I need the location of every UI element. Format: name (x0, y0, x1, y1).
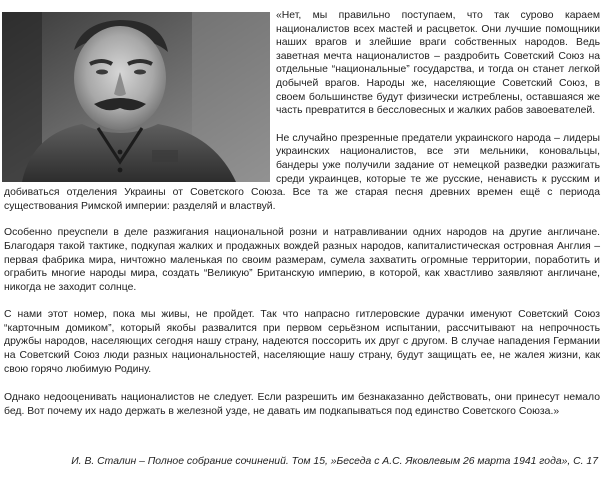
quote-paragraph-2: Не случайно презренные предатели украинского народа – лидеры украинских националистов, все эти мельники, коновальцы, бандеры уже получили задание от немецкой разведки разжигать среди украинцев, которые те же русские, ненависть к русским и добиваться отделения Украины от Советского Союза. Все та же старая песня древних времен ещё с периода существования Римской империи: разделяй и властвуй. (4, 132, 600, 212)
quote-paragraph-1: «Нет, мы правильно поступаем, что так сурово караем националистов всех мастей и расцветок. Они лучшие помощники наших врагов и злейшие враги собственных народов. Ведь заветная мечта националистов – раздробить Советский Союз на отдельные “национальные” государства, и тогда он станет легкой добычей врагов. Народы же, населяющие Советский Союз, в своем большинстве будут физически истреблены, оставшаяся же часть превратится в бессловесных и жалких рабов завоевателей. (276, 10, 600, 117)
quote-paragraph-5: Однако недооценивать националистов не следует. Если разрешить им безнаказанно действовать, они принесут немало бед. Вот почему их надо держать в железной узде, не давать им подкапываться под единство Советского Союза.» (4, 392, 600, 417)
quote-paragraph-4: С нами этот номер, пока мы живы, не пройдет. Так что напрасно гитлеровские дурачки именуют Советский Союз “карточным домиком”, который якобы развалится при первом серьёзном испытании, рассчитывают на непрочность дружбы народов, населяющих сегодня нашу страну, надеются поссорить их друг с другом. В случае нападения Германии на Советский Союз люди разных национальностей, населяющие нашу страну, будут защищать ее, не жалея жизни, как свою горячо любимую Родину. (4, 309, 600, 375)
quote-paragraph-3: Особенно преуспели в деле разжигания национальной розни и натравливании одних народов на другие англичане. Благодаря такой тактике, подкупая жалких и продажных вождей разных народов, капиталистическая островная Англия – первая фабрика мира, ничтожно маленькая по своим размерам, сумела захватить огромные территории, поработить и ограбить многие народы мира, создать “Великую” Британскую империю, в которой, как хвастливо заявляют англичане, никогда не заходит солнце. (4, 227, 600, 293)
quote-text (4, 9, 600, 433)
source-citation: И. В. Сталин – Полное собрание сочинений. Том 15, »Беседа с А.С. Яковлевым 26 марта 1941 года», С. 17 (71, 456, 598, 467)
